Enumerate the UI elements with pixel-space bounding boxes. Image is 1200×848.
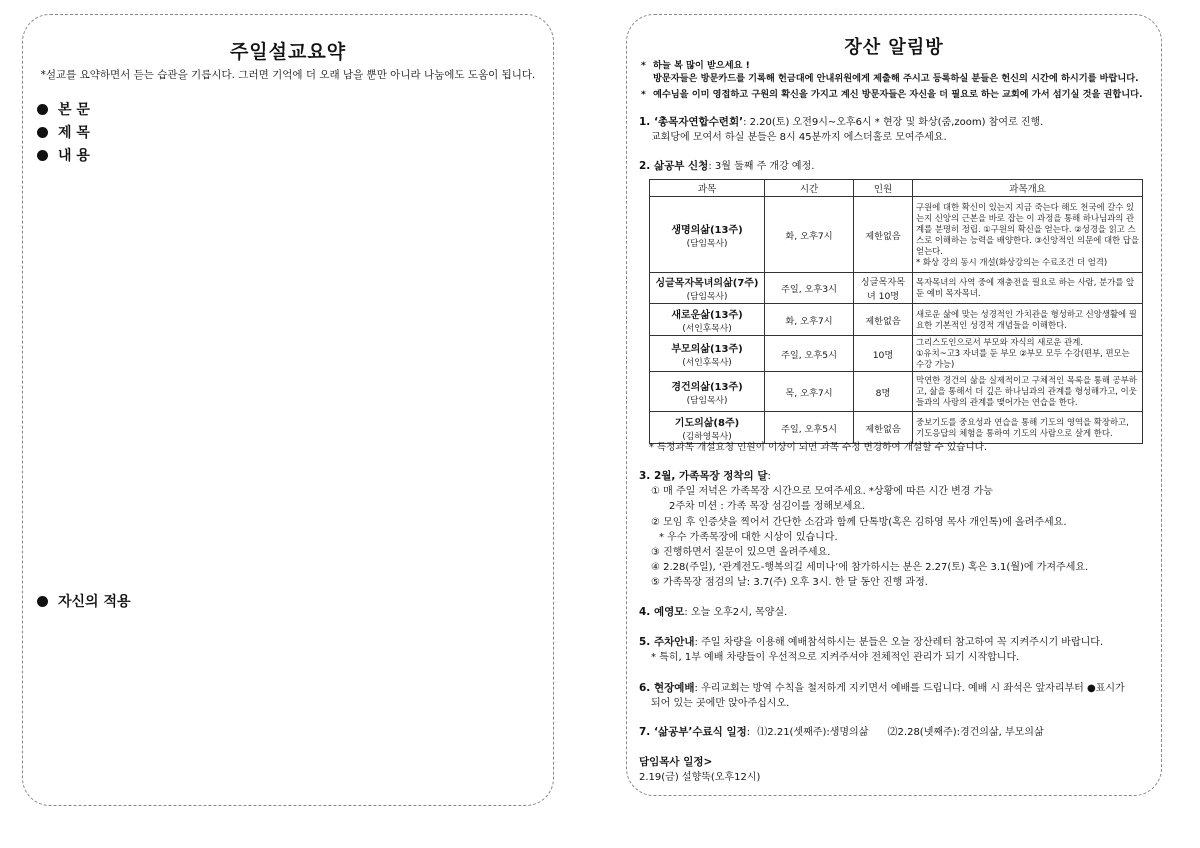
section-pastor-schedule: 담임목사 일정> 2.19(금) 설향뚝(오후12시) bbox=[639, 756, 761, 783]
bullet-dot-icon bbox=[37, 150, 48, 161]
visitor-notice: * 하늘 복 많이 받으세요 ! 방문자들은 방문카드를 기록해 헌금대에 안내위원에게 제출해 주시고 등록하실 분들은 헌신의 시간에 하시기를 바랍니다. bbox=[641, 60, 1139, 84]
header-desc: 과목개요 bbox=[913, 180, 1143, 197]
bullet-dot-icon bbox=[37, 104, 48, 115]
table-row: 경건의삶(13주) (담임목사) 목, 오후7시 8명 막연한 경건의 삶을 실제적이고 구체적인 목록을 통해 공부하고, 삶을 통해서 더 깊은 하나님과의 관계를 형성해가고, 이웃들과의 사랑의 관계를 맺어가는 연습을 한다. bbox=[650, 372, 1143, 412]
bullet-label: 제 목 bbox=[58, 125, 90, 141]
announcement-panel bbox=[626, 14, 1162, 796]
sermon-summary-subtitle: *설교를 요약하면서 듣는 습관을 기릅시다. 그러면 기억에 더 오래 남을 뿐만 아니라 나눔에도 도움이 됩니다. bbox=[40, 69, 536, 81]
bullet-scripture bbox=[37, 99, 90, 119]
section-retreat: 1. ‘총목자연합수련회’: 2.20(토) 오전9시~오후6시 * 현장 및 화상(줌,zoom) 참여로 진행. 교회당에 모여서 하실 분들은 8시 45분까지 에스더홀로 모여주세요. bbox=[639, 116, 1044, 143]
header-time: 시간 bbox=[765, 180, 854, 197]
table-row: 기도의삶(8주) (김하영목사) 주일, 오후5시 제한없음 중보기도를 중요성과 연습을 통해 기도의 영역을 확장하고, 기도응답의 체험을 통하여 기도의 사람으로 살게 한다. bbox=[650, 412, 1143, 444]
table-row: 새로운삶(13주) (서인후목사) 화, 오후7시 제한없음 새로운 삶에 맞는 성경적인 가치관을 형성하고 신앙생활에 필요한 기본적인 성경적 개념들을 이해한다. bbox=[650, 304, 1143, 336]
sermon-summary-title: 주일설교요약 bbox=[229, 41, 347, 63]
bullet-dot-icon bbox=[37, 127, 48, 138]
bullet-dot-icon bbox=[37, 596, 48, 607]
section-life-study: 2. 삶공부 신청: 3월 둘째 주 개강 예정. bbox=[639, 160, 815, 172]
bullet-label: 본 문 bbox=[58, 102, 90, 118]
section-family-group: 3. 2월, 가족목장 정착의 달: ① 매 주일 저녁은 가족목장 시간으로 모여주세요. *상황에 따른 시간 변경 가능 2주차 미션 : 가족 목장 섬김이를 정해보세요. ② 모임 후 인증샷을 찍어서 간단한 소감과 함께 단톡방(혹은 김하영 목사 개인톡)에 올려주세요. * 우수 가족목장에 대한 시상이 있습니다. ③ 진행하면서 질문이 있으면 올려주세요. ④ 2.28(주일), ‘관계전도-행복의길 세미나’에 참가하시는 분은 2.27(토) 혹은 3.1(월)에 가져주세요. ⑤ 가족목장 점검의 날: 3.7(주) 오후 3시. 한 달 동안 진행 과정. bbox=[639, 470, 1089, 589]
table-row: 싱글목자목녀의삶(7주) (담임목사) 주일, 오후3시 싱글목자목녀 10명 목자목녀의 사역 중에 재충전을 필요로 하는 사람, 분가를 앞 둔 예비 목자목녀. bbox=[650, 273, 1143, 304]
announcement-title: 장산 알림방 bbox=[844, 37, 944, 58]
sermon-summary-panel bbox=[22, 14, 554, 806]
table-row: 생명의삶(13주) (담임목사) 화, 오후7시 제한없음 구원에 대한 확신이 있는지 지금 죽는다 해도 천국에 갈수 있는지 신앙의 근본을 바로 잡는 이 과정을 통해 하나님과의 관계를 분명히 정립. ①구원의 확신을 얻는다. ②성경을 읽고 스스로 이해하는 능력을 배양한다. ③신앙적인 의문에 대한 답을 얻는다. * 화상 강의 동시 개설(화상강의는 수료조건 더 엄격) bbox=[650, 197, 1143, 273]
header-count: 인원 bbox=[854, 180, 913, 197]
section-parking: 5. 주차안내: 주일 차량을 이용해 예배참석하시는 분들은 오늘 장산레터 참고하여 꼭 지켜주시기 바랍니다. * 특히, 1부 예배 차량들이 우선적으로 지켜주셔야 전체적인 관리가 되기 시작합니다. bbox=[639, 636, 1104, 663]
table-row: 부모의삶(13주) (서인후목사) 주일, 오후5시 10명 그리스도인으로서 부모와 자식의 새로운 관계. ①유치~고3 자녀를 둔 부모 ②부모 모두 수강(편부, 편모는 수강 가능) bbox=[650, 336, 1143, 372]
bullet-application bbox=[37, 591, 131, 611]
bullet-subject bbox=[37, 122, 90, 142]
bullet-label: 내 용 bbox=[58, 148, 90, 164]
bullet-label: 자신의 적용 bbox=[58, 594, 131, 610]
course-table-header bbox=[650, 180, 1143, 197]
course-table bbox=[649, 179, 1143, 444]
section-onsite-worship: 6. 현장예배: 우리교회는 방역 수칙을 철저하게 지키면서 예배를 드립니다. 예배 시 좌석은 앞자리부터 ●표시가 되어 있는 곳에만 앉아주십시오. bbox=[639, 682, 1125, 709]
table-note: * 특정과목 개설요청 인원이 이상이 되면 과목 수정 변경하여 개설할 수 있습니다. bbox=[649, 442, 987, 453]
section-prayer-meeting: 4. 예영모: 오늘 오후2시, 목양실. bbox=[639, 606, 788, 618]
header-course: 과목 bbox=[650, 180, 765, 197]
bullet-content bbox=[37, 145, 90, 165]
believer-notice: * 예수님을 이미 영접하고 구원의 확신을 가지고 계신 방문자들은 자신을 더 필요로 하는 교회에 가서 섬기실 것을 권합니다. bbox=[641, 89, 1143, 100]
section-graduation: 7. ‘삶공부’수료식 일정: ⑴2.21(셋째주):생명의삶 ⑵2.28(넷째주):경건의삶, 부모의삶 bbox=[639, 726, 1044, 738]
